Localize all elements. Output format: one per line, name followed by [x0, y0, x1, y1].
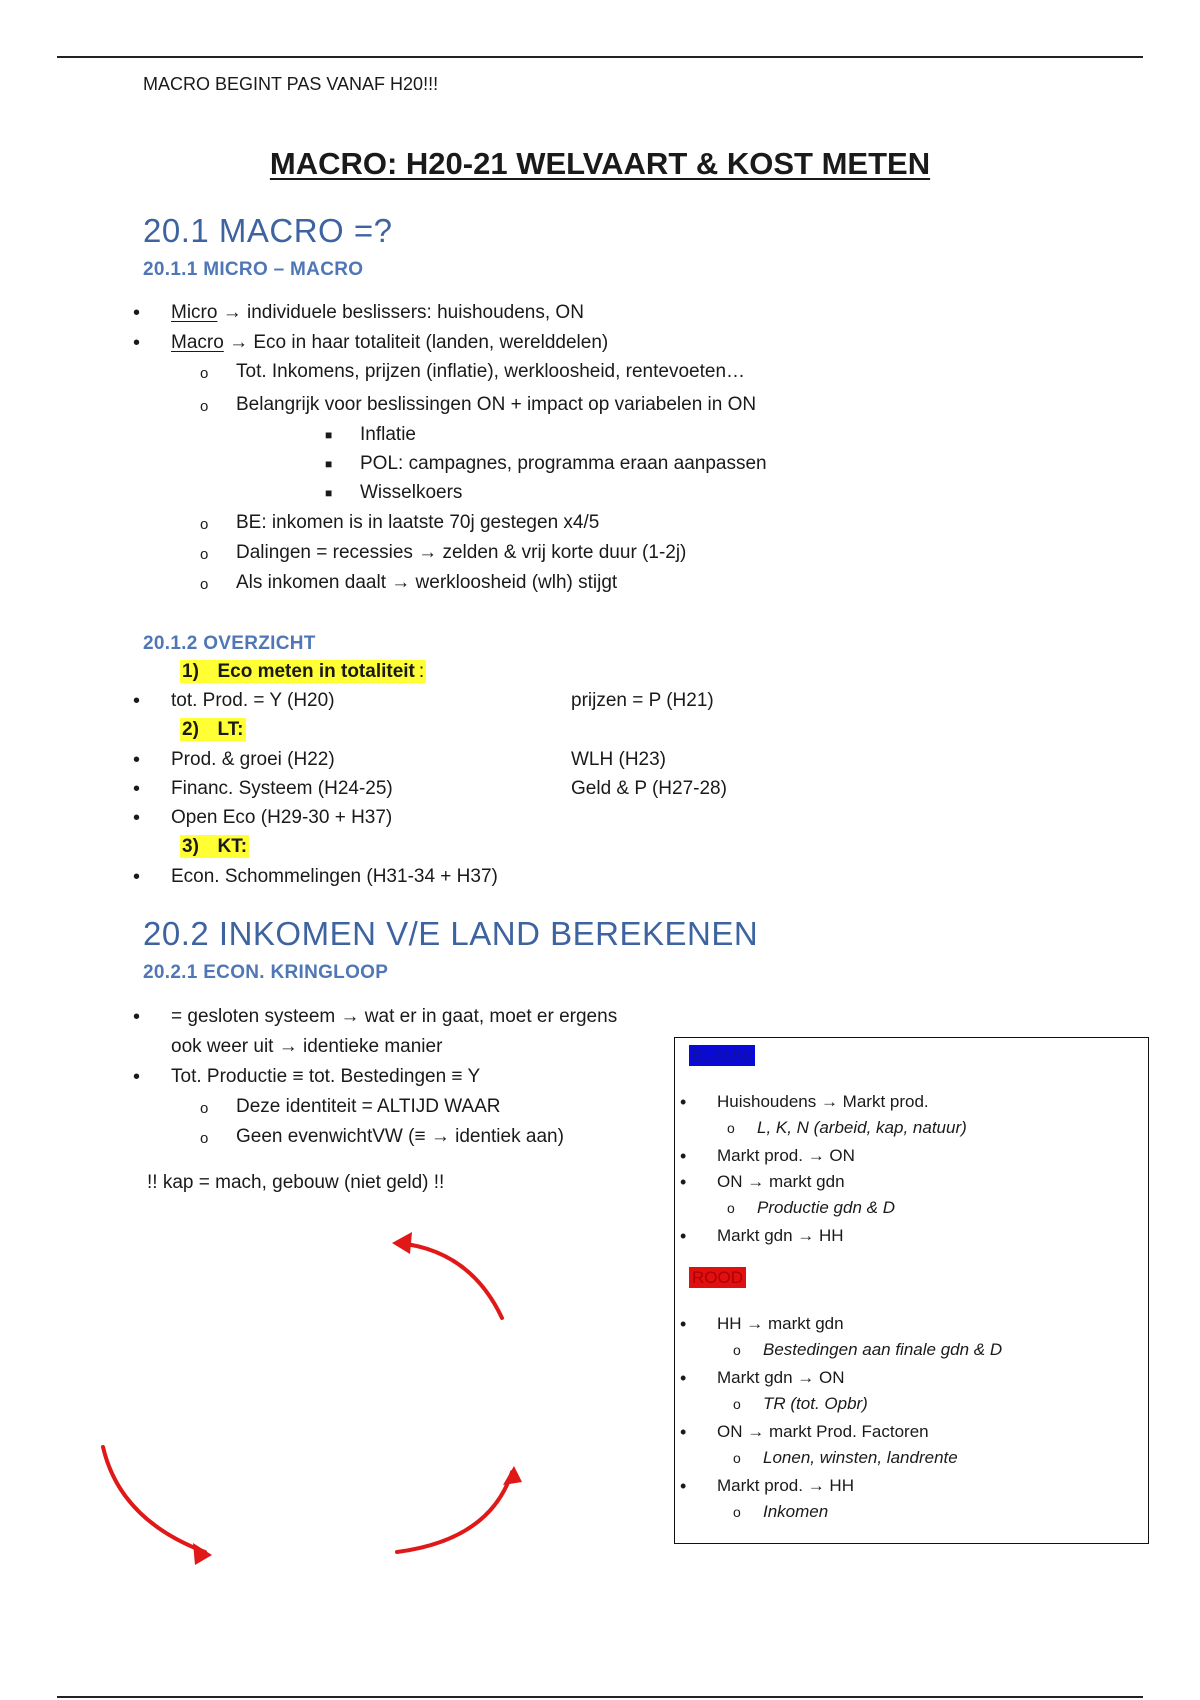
- blue-sub-item: L, K, N (arbeid, kap, natuur): [757, 1118, 967, 1137]
- subheading-20-1-1: 20.1.1 MICRO – MACRO: [143, 259, 364, 280]
- red-sub-item: Inkomen: [763, 1502, 829, 1521]
- list-item: Prod. & groei (H22): [171, 749, 335, 770]
- sub-bullet-icon: o: [200, 1130, 209, 1147]
- sub-bullet-icon: o: [200, 546, 209, 563]
- list-item-macro: Macro → Eco in haar totaliteit (landen, werelddelen): [171, 332, 609, 353]
- red-item: HH → markt gdn: [717, 1314, 844, 1333]
- bullet-icon: •: [133, 778, 141, 800]
- list-item-right: WLH (H23): [571, 749, 667, 770]
- list-item-right: Geld & P (H27-28): [571, 778, 727, 799]
- red-item: ON → markt Prod. Factoren: [717, 1422, 929, 1441]
- bullet-icon: •: [680, 1314, 687, 1334]
- list-item: Financ. Systeem (H24-25): [171, 778, 393, 799]
- numbered-heading-3: 3) KT:: [182, 836, 248, 857]
- subsub-list-item: Inflatie: [360, 424, 416, 445]
- bullet-icon: •: [680, 1226, 687, 1246]
- sub-bullet-icon: o: [200, 516, 209, 533]
- sub-list-item: Belangrijk voor beslissingen ON + impact op variabelen in ON: [236, 394, 757, 415]
- red-sub-item: Lonen, winsten, landrente: [763, 1448, 958, 1467]
- sub-list-item: BE: inkomen is in laatste 70j gestegen x4/5: [236, 512, 600, 533]
- blue-sub-item: Productie gdn & D: [757, 1198, 895, 1217]
- sub-bullet-icon: o: [200, 398, 209, 415]
- list-item: Open Eco (H29-30 + H37): [171, 807, 393, 828]
- list-item: Econ. Schommelingen (H31-34 + H37): [171, 866, 498, 887]
- numbered-heading-1: 1) Eco meten in totaliteit :: [182, 661, 425, 682]
- sub-list-item: Tot. Inkomens, prijzen (inflatie), werkloosheid, rentevoeten…: [236, 361, 746, 382]
- subsub-list-item: Wisselkoers: [360, 482, 463, 503]
- sub-bullet-icon: o: [733, 1342, 741, 1358]
- sub-bullet-icon: o: [727, 1120, 735, 1136]
- blue-item: Markt prod. → ON: [717, 1146, 855, 1165]
- blue-item: Markt gdn → HH: [717, 1226, 844, 1245]
- sub-list-item: Dalingen = recessies → zelden & vrij korte duur (1-2j): [236, 542, 687, 563]
- bullet-icon: •: [680, 1172, 687, 1192]
- subsub-list-item: POL: campagnes, programma eraan aanpassen: [360, 453, 767, 474]
- list-item: tot. Prod. = Y (H20): [171, 690, 335, 711]
- red-sub-item: Bestedingen aan finale gdn & D: [763, 1340, 1003, 1359]
- sub-bullet-icon: o: [727, 1200, 735, 1216]
- arrowhead-icon: [193, 1543, 212, 1565]
- bullet-icon: •: [133, 866, 141, 888]
- bullet-icon: •: [680, 1368, 687, 1388]
- bullet-icon: •: [133, 1066, 141, 1088]
- sub-bullet-icon: o: [200, 365, 209, 382]
- section-heading-20-1: 20.1 MACRO =?: [143, 212, 393, 249]
- sub-list-item: Deze identiteit = ALTIJD WAAR: [236, 1096, 501, 1117]
- bullet-icon: •: [133, 332, 141, 354]
- page-title: MACRO: H20-21 WELVAART & KOST METEN: [269, 146, 931, 181]
- bullet-icon: •: [680, 1476, 687, 1496]
- bullet-icon: •: [133, 807, 141, 829]
- list-item-right: prijzen = P (H21): [571, 690, 714, 711]
- arrowhead-icon: [392, 1232, 412, 1254]
- red-sub-item: TR (tot. Opbr): [763, 1394, 868, 1413]
- sub-list-item: Als inkomen daalt → werkloosheid (wlh) stijgt: [236, 572, 618, 593]
- sub-bullet-icon: o: [733, 1396, 741, 1412]
- blue-label: BLAUW: [689, 1046, 755, 1066]
- sub-bullet-icon: o: [200, 576, 209, 593]
- kap-note: !! kap = mach, gebouw (niet geld) !!: [147, 1172, 445, 1193]
- bullet-icon: •: [680, 1422, 687, 1442]
- arrowhead-icon: [503, 1466, 522, 1485]
- header-note: MACRO BEGINT PAS VANAF H20!!!: [143, 74, 439, 94]
- blue-item: ON → markt gdn: [717, 1172, 845, 1191]
- list-item-micro: Micro → individuele beslissers: huishoudens, ON: [171, 302, 584, 323]
- list-item: Tot. Productie ≡ tot. Bestedingen ≡ Y: [171, 1066, 481, 1087]
- red-curved-arrow-icon: [398, 1243, 502, 1318]
- bullet-icon: •: [680, 1146, 687, 1166]
- bullet-icon: •: [133, 690, 141, 712]
- sub-bullet-icon: o: [200, 1100, 209, 1117]
- square-bullet-icon: ■: [325, 428, 333, 442]
- list-item: = gesloten systeem → wat er in gaat, moet er ergens: [171, 1006, 618, 1027]
- red-label: ROOD: [689, 1268, 746, 1288]
- subheading-20-2-1: 20.2.1 ECON. KRINGLOOP: [143, 962, 389, 983]
- red-item: Markt gdn → ON: [717, 1368, 845, 1387]
- sub-list-item: Geen evenwichtVW (≡ → identiek aan): [236, 1126, 564, 1147]
- red-curved-arrow-icon: [397, 1472, 512, 1552]
- list-item-continuation: ook weer uit → identieke manier: [171, 1036, 443, 1057]
- sub-bullet-icon: o: [733, 1504, 741, 1520]
- bullet-icon: •: [680, 1092, 687, 1112]
- bullet-icon: •: [133, 302, 141, 324]
- square-bullet-icon: ■: [325, 457, 333, 471]
- red-item: Markt prod. → HH: [717, 1476, 854, 1495]
- square-bullet-icon: ■: [325, 486, 333, 500]
- numbered-heading-2: 2) LT:: [182, 719, 244, 740]
- section-heading-20-2: 20.2 INKOMEN V/E LAND BEREKENEN: [143, 915, 759, 952]
- blue-item: Huishoudens → Markt prod.: [717, 1092, 929, 1111]
- sub-bullet-icon: o: [733, 1450, 741, 1466]
- red-curved-arrow-icon: [103, 1447, 205, 1552]
- bullet-icon: •: [133, 1006, 141, 1028]
- bullet-icon: •: [133, 749, 141, 771]
- subheading-20-1-2: 20.1.2 OVERZICHT: [143, 633, 316, 654]
